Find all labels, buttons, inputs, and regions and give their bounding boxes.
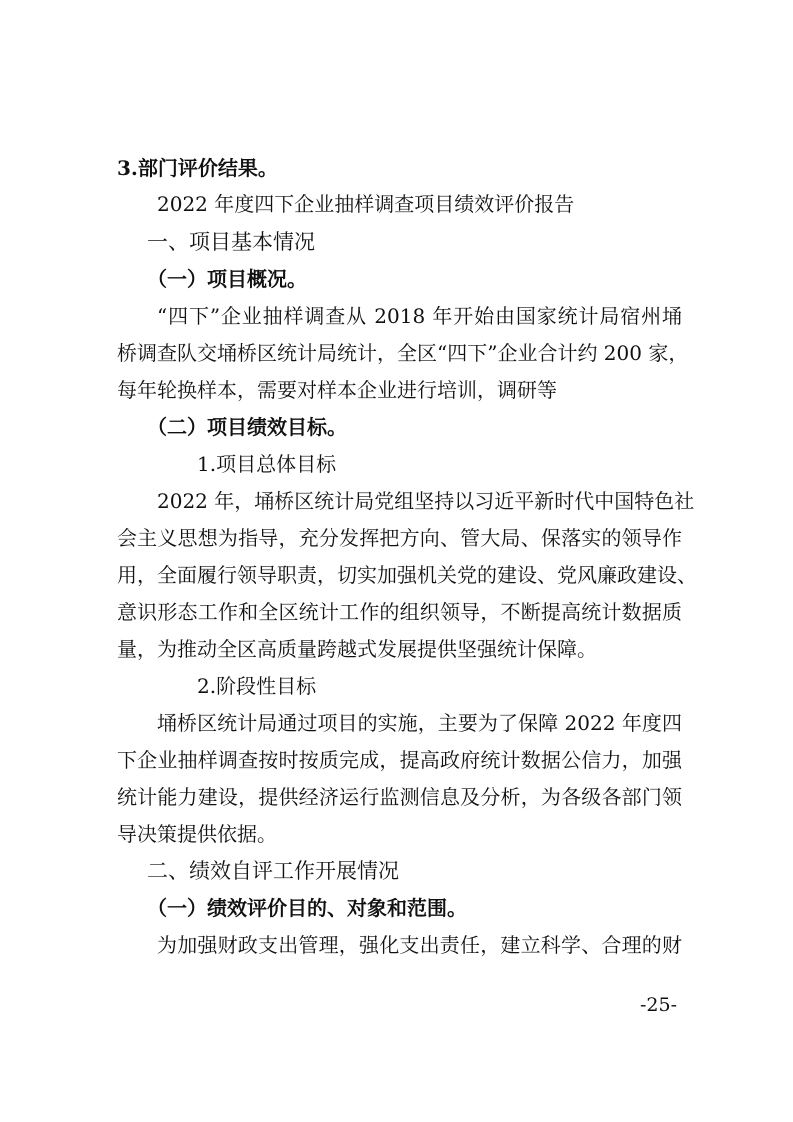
paragraph-line: 意识形态工作和全区统计工作的组织领导，不断提高统计数据质 xyxy=(117,600,682,624)
paragraph-line: 会主义思想为指导，充分发挥把方向、管大局、保落实的领导作 xyxy=(117,526,682,550)
item-stage-goal: 2.阶段性目标 xyxy=(197,674,317,698)
paragraph-line: “四下”企业抽样调查从 2018 年开始由国家统计局宿州埇 xyxy=(157,304,682,328)
paragraph-line: 导决策提供依据。 xyxy=(117,822,277,846)
subheading-evaluation-scope: （一）绩效评价目的、对象和范围。 xyxy=(147,896,467,920)
paragraph-line: 下企业抽样调查按时按质完成，提高政府统计数据公信力，加强 xyxy=(117,748,682,772)
report-title: 2022 年度四下企业抽样调查项目绩效评价报告 xyxy=(157,192,575,216)
heading-self-evaluation: 二、绩效自评工作开展情况 xyxy=(147,859,399,883)
paragraph-line: 统计能力建设，提供经济运行监测信息及分析，为各级各部门领 xyxy=(117,785,682,809)
item-overall-goal: 1.项目总体目标 xyxy=(197,452,337,476)
paragraph-line: 2022 年，埇桥区统计局党组坚持以习近平新时代中国特色社 xyxy=(157,489,695,513)
paragraph-line: 用，全面履行领导职责，切实加强机关党的建设、党风廉政建设、 xyxy=(117,563,697,587)
paragraph-line: 桥调查队交埇桥区统计局统计，全区“四下”企业合计约 200 家， xyxy=(117,341,689,365)
heading-project-basics: 一、项目基本情况 xyxy=(147,230,315,254)
paragraph-line: 为加强财政支出管理，强化支出责任，建立科学、合理的财 xyxy=(157,933,682,957)
subheading-project-overview: （一）项目概况。 xyxy=(147,267,307,291)
subheading-performance-goals: （二）项目绩效目标。 xyxy=(147,415,347,439)
paragraph-line: 量，为推动全区高质量跨越式发展提供坚强统计保障。 xyxy=(117,637,597,661)
page-number: -25- xyxy=(640,994,678,1016)
paragraph-line: 埇桥区统计局通过项目的实施，主要为了保障 2022 年度四 xyxy=(157,711,682,735)
paragraph-line: 每年轮换样本，需要对样本企业进行培训，调研等 xyxy=(117,378,557,402)
section-heading-results: 3.部门评价结果。 xyxy=(117,156,278,180)
